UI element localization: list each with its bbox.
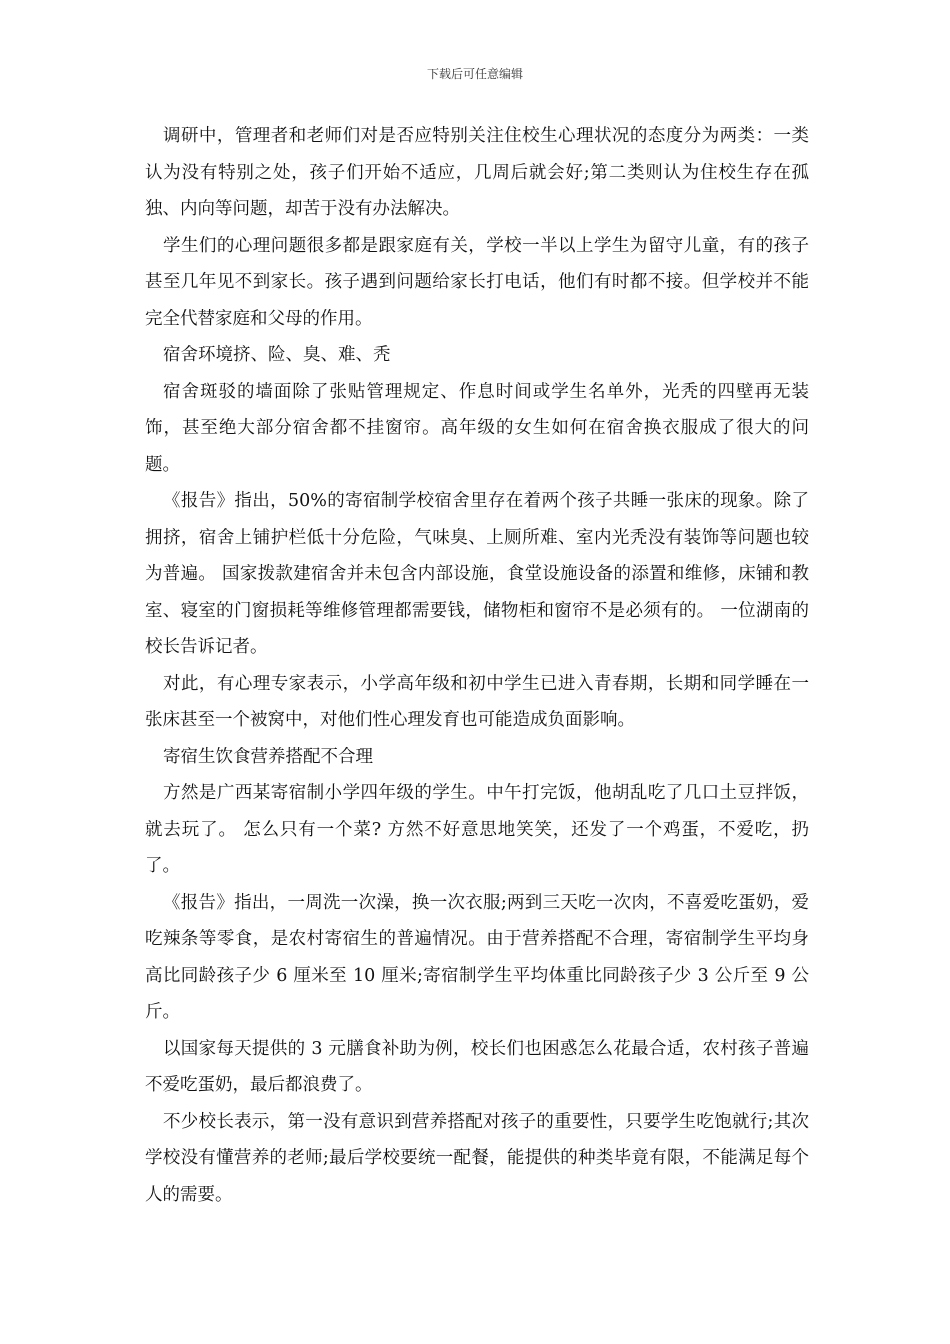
section-heading-nutrition: 寄宿生饮食营养搭配不合理 (163, 746, 373, 767)
document-body (145, 118, 809, 1213)
paragraph-report-habits: 《报告》指出，一周洗一次澡，换一次衣服;两到三天吃一次肉，不喜爱吃蛋奶，爱吃辣条等零食，是农村寄宿生的普遍情况。由于营养搭配不合理，寄宿制学生平均身高比同龄孩子少 6 厘米至 10 厘米;寄宿制学生平均体重比同龄孩子少 3 公斤至 9 公斤。 (145, 892, 809, 1022)
paragraph-report-shared-beds: 《报告》指出，50%的寄宿制学校宿舍里存在着两个孩子共睡一张床的现象。除了拥挤，宿舍上铺护栏低十分危险，气味臭、上厕所难、室内光秃没有装饰等问题也较为普遍。 国家拨款建宿舍并未包含内部设施，食堂设施设备的添置和维修，床铺和教室、寝室的门窗损耗等维修管理都需要钱，储物柜和窗帘不是必须有的。 一位湖南的校长告诉记者。 (145, 491, 809, 657)
section-heading-dormitory: 宿舍环境挤、险、臭、难、秃 (163, 345, 391, 365)
paragraph-fangran: 方然是广西某寄宿制小学四年级的学生。中午打完饭，他胡乱吃了几口土豆拌饭，就去玩了。 怎么只有一个菜? 方然不好意思地笑笑，还发了一个鸡蛋，不爱吃，扔了。 (145, 783, 809, 876)
paragraph-survey-attitudes: 调研中，管理者和老师们对是否应特别关注住校生心理状况的态度分为两类：一类认为没有特别之处，孩子们开始不适应，几周后就会好;第二类则认为住校生存在孤独、内向等问题，却苦于没有办法解决。 (145, 126, 809, 219)
page-header: 下载后可任意编辑 (426, 67, 523, 81)
paragraph-dorm-walls: 宿舍斑驳的墙面除了张贴管理规定、作息时间或学生名单外，光秃的四壁再无装饰，甚至绝大部分宿舍都不挂窗帘。高年级的女生如何在宿舍换衣服成了很大的问题。 (145, 381, 809, 475)
paragraph-psychologist: 对此，有心理专家表示，小学高年级和初中学生已进入青春期，长期和同学睡在一张床甚至一个被窝中，对他们性心理发育也可能造成负面影响。 (145, 673, 809, 730)
paragraph-family-issues: 学生们的心理问题很多都是跟家庭有关，学校一半以上学生为留守儿童，有的孩子甚至几年见不到家长。孩子遇到问题给家长打电话，他们有时都不接。但学校并不能完全代替家庭和父母的作用。 (145, 235, 809, 329)
paragraph-meal-subsidy: 以国家每天提供的 3 元膳食补助为例，校长们也困惑怎么花最合适，农村孩子普遍不爱吃蛋奶，最后都浪费了。 (145, 1038, 809, 1095)
paragraph-principals: 不少校长表示，第一没有意识到营养搭配对孩子的重要性，只要学生吃饱就行;其次学校没有懂营养的老师;最后学校要统一配餐，能提供的种类毕竟有限，不能满足每个人的需要。 (145, 1111, 809, 1205)
